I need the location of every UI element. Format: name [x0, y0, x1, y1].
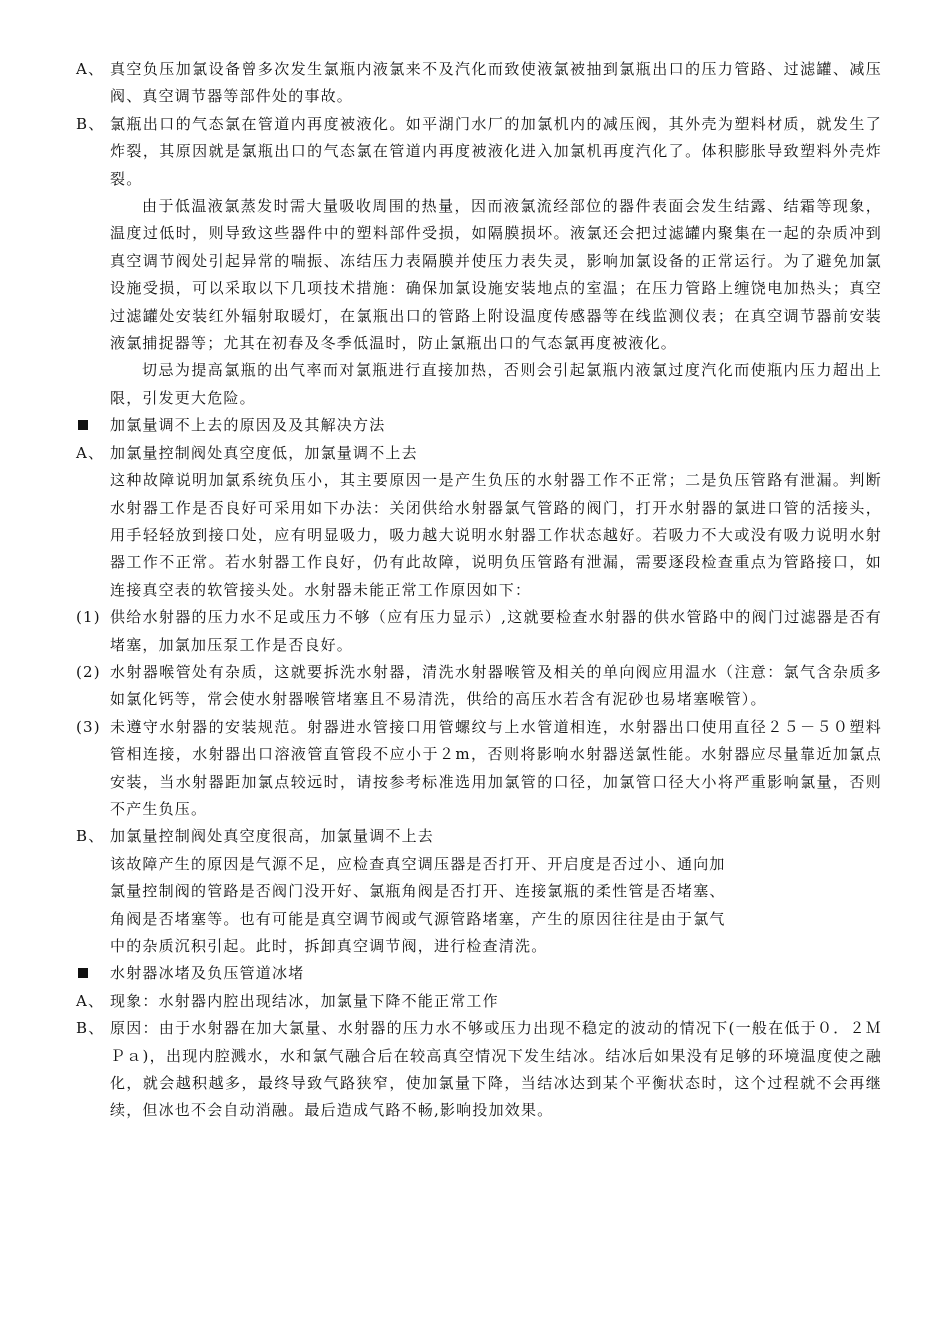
item-marker: (2): [76, 662, 101, 681]
text-line: 氯量控制阀的管路是否阀门没开好、氯瓶角阀是否打开、连接氯瓶的柔性管是否堵塞、: [110, 882, 726, 901]
square-bullet-icon: [76, 960, 110, 987]
item-marker: B、: [76, 114, 105, 133]
item-marker: A、: [76, 60, 105, 78]
section-heading-text: 水射器冰堵及负压管道冰堵: [110, 964, 305, 983]
paragraph-warning: 切忌为提高氯瓶的出气率而对氯瓶进行直接加热，否则会引起氯瓶内液氯过度汽化而使瓶内压力超出上限，引发更大危险。: [110, 361, 882, 407]
paragraph-gas-source: [76, 851, 882, 961]
item-text: 原因：由于水射器在加大氯量、水射器的压力水不够或压力出现不稳定的波动的情况下(一般在低于０．２ＭＰａ)，出现内腔溅水，水和氯气融合后在较高真空情况下发生结冰。结冰后如果没有足够的环境温度使之融化，就会越积越多，最终导致气路狭窄，使加氯量下降，当结冰达到某个平衡状态时，这个过程就不会再继续，但冰也不会自动消融。最后造成气路不畅,影响投加效果。: [110, 1019, 882, 1120]
item-text: 氯瓶出口的气态氯在管道内再度被液化。如平湖门水厂的加氯机内的减压阀，其外壳为塑料材质，就发生了炸裂，其原因就是氯瓶出口的气态氯在管道内再度被液化进入加氯机再度汽化了。体积膨胀导致塑料外壳炸裂。: [110, 114, 882, 188]
item-marker: B、: [76, 827, 105, 846]
item-marker: (1): [76, 608, 101, 627]
item-3: [76, 714, 882, 824]
item-marker: A、: [76, 991, 105, 1010]
item-text: 供给水射器的压力水不足或压力不够（应有压力显示）,这就要检查水射器的供水管路中的阀门过滤器是否有堵塞，加氯加压泵工作是否良好。: [110, 608, 882, 654]
item-text: 现象：水射器内腔出现结冰，加氯量下降不能正常工作: [110, 991, 499, 1010]
item-2: [76, 659, 882, 714]
item-b-2: [76, 823, 882, 850]
paragraph-low-temp: 由于低温液氯蒸发时需大量吸收周围的热量，因而液氯流经部位的器件表面会发生结露、结霜等现象，温度过低时，则导致这些器件中的塑料部件受损，如隔膜损坏。液氯还会把过滤罐内聚集在一起的杂质冲到真空调节阀处引起异常的喘振、冻结压力表隔膜并使压力表失灵，影响加氯设备的正常运行。为了避免加氯设施受损，可以采取以下几项技术措施：确保加氯设施安装地点的室温；在压力管路上缠饶电加热头；真空过滤罐处安装红外辐射取暖灯，在氯瓶出口的管路上附设温度传感器等在线监测仪表；在真空调节器前安装液氯捕捉器等；尤其在初春及冬季低温时，防止氯瓶出口的气态氯再度被液化。: [110, 197, 882, 353]
item-1: [76, 604, 882, 659]
item-b-1: [76, 111, 882, 193]
item-text: 加氯量控制阀处真空度低，加氯量调不上去: [110, 443, 418, 462]
square-bullet-icon: [76, 412, 110, 439]
item-text: 真空负压加氯设备曾多次发生氯瓶内液氯来不及汽化而致使液氯被抽到氯瓶出口的压力管路、过滤罐、减压阀、真空调节器等部件处的事故。: [110, 60, 882, 106]
section-heading-text: 加氯量调不上去的原因及及其解决方法: [110, 416, 386, 435]
item-marker: B、: [76, 1019, 105, 1038]
item-marker: A、: [76, 443, 105, 462]
item-b-3: [76, 1015, 882, 1125]
item-a-1: [76, 56, 882, 111]
item-text: 加氯量控制阀处真空度很高，加氯量调不上去: [110, 827, 435, 846]
item-marker: (3): [76, 717, 101, 736]
text-line: 角阀是否堵塞等。也有可能是真空调节阀或气源管路堵塞，产生的原因往往是由于氯气: [110, 909, 726, 928]
section-heading-chlorine-dose: [76, 412, 882, 439]
item-a-3: [76, 988, 882, 1015]
paragraph-ejector-check: 这种故障说明加氯系统负压小，其主要原因一是产生负压的水射器工作不正常；二是负压管路有泄漏。判断水射器工作是否良好可采用如下办法：关闭供给水射器氯气管路的阀门，打开水射器的氯进口管的活接头，用手轻轻放到接口处，应有明显吸力，吸力越大说明水射器工作状态越好。若吸力不大或没有吸力说明水射器工作不正常。若水射器工作良好，仍有此故障，说明负压管路有泄漏，需要逐段检查重点为管路接口，如连接真空表的软管接头处。水射器未能正常工作原因如下：: [110, 471, 882, 599]
document-page: [76, 56, 882, 1125]
item-a-2: [76, 440, 882, 467]
item-text: 未遵守水射器的安装规范。射器进水管接口用管螺纹与上水管道相连，水射器出口使用直径２５－５０塑料管相连接，水射器出口溶液管直管段不应小于２m，否则将影响水射器送氯性能。水射器应尽量靠近加氯点安装，当水射器距加氯点较远时，请按参考标准选用加氯管的口径，加氯管口径大小将严重影响氯量，否则不产生负压。: [110, 717, 882, 818]
section-heading-ice-block: [76, 960, 882, 987]
text-line: 该故障产生的原因是气源不足，应检查真空调压器是否打开、开启度是否过小、通向加: [110, 854, 726, 873]
text-line: 中的杂质沉积引起。此时，拆卸真空调节阀，进行检查清洗。: [110, 937, 548, 955]
item-text: 水射器喉管处有杂质，这就要拆洗水射器，清洗水射器喉管及相关的单向阀应用温水（注意：氯气含杂质多如氯化钙等，常会使水射器喉管堵塞且不易清洗，供给的高压水若含有泥砂也易堵塞喉管）。: [110, 662, 882, 709]
